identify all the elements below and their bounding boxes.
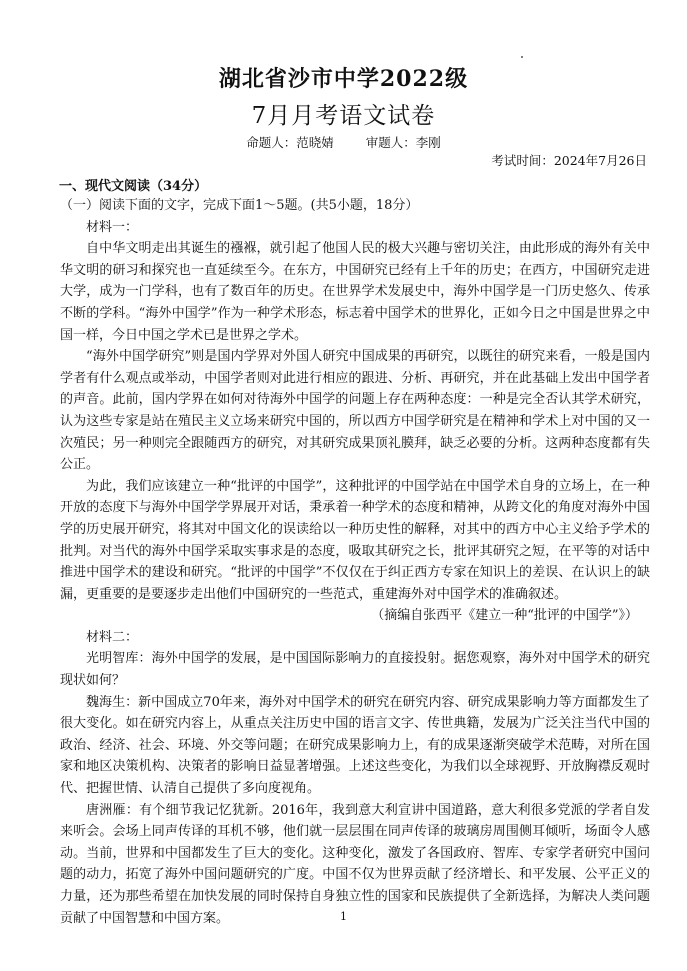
material1-paragraph: 自中华文明走出其诞生的襁褓，就引起了他国人民的极大兴趣与密切关注，由此形成的海外有关中华文明的研习和探究也一直延续至今。在东方，中国研究已经有上千年的历史；在西方，中国研究走进大学，成为一门学科，也有了数百年的历史。在世界学术发展史中，海外中国学是一门历史悠久、传承不断的学科。“海外中国学”作为一种学术形态，标志着中国学术的世界化，正如今日之中国是世界之中国一样，今日中国之学术已是世界之学术。 <box>60 241 650 343</box>
setter-name: 命题人：范晓婧 <box>246 135 334 150</box>
material2-paragraph: 唐洲雁：有个细节我记忆犹新。2016年，我到意大利宣讲中国道路，意大利很多党派的学者自发来听会。会场上同声传译的耳机不够，他们就一层层围在同声传译的玻璃房周围侧耳倾听，场面令人感动。当前，世界和中国都发生了巨大的变化。这种变化，激发了各国政府、智库、专家学者研究中国问题的动力，拓宽了海外中国问题研究的广度。中国不仅为世界贡献了经济增长、和平发展、公平正义的力量，还为那些希望在加快发展的同时保持自身独立性的国家和民族提供了全新选择，为解决人类问题贡献了中国智慧和中国方案。 <box>60 802 650 926</box>
material1-paragraph: 为此，我们应该建立一种“批评的中国学”，这种批评的中国学站在中国学术自身的立场上，在一种开放的态度下与海外中国学学界展开对话，秉承着一种学术的态度和精神，从跨文化的角度对海外中国学的历史展开研究，将其对中国文化的误读给以一种历史性的解释，对其中的西方中心主义给予学术的批判。对当代的海外中国学采取实事求是的态度，吸取其研究之长，批评其研究之短，在平等的对话中推进中国学术的建设和研究。“批评的中国学”不仅仅在于纠正西方专家在知识上的差误、在认识上的缺漏，更重要的是要逐步走出他们中国研究的一些范式，重建海外对中国学术的准确叙述。 <box>60 478 650 602</box>
material1-paragraph: “海外中国学研究”则是国内学界对外国人研究中国成果的再研究，以既往的研究来看，一般是国内学者有什么观点或举动，中国学者则对此进行相应的跟进、分析、再研究，并在此基础上发出中国学者的声音。此前，国内学界在如何对待海外中国学的问题上存在两种态度：一种是完全否认其学术研究，认为这些专家是站在殖民主义立场来研究中国的，所以西方中国学研究是在精神和学术上对中国的又一次殖民；另一种则完全跟随西方的研究，对其研究成果顶礼膜拜，缺乏必要的分析。这两种态度都有失公正。 <box>60 349 650 473</box>
material1-source: （摘编自张西平《建立一种“批评的中国学”》） <box>371 608 638 624</box>
reviewer-name: 审题人：李刚 <box>365 135 441 150</box>
exam-title: 7月月考语文试卷 <box>251 103 436 129</box>
part-intro: （一）阅读下面的文字，完成下面1～5题。(共5小题，18分） <box>60 198 419 213</box>
section-heading: 一、现代文阅读（34分） <box>59 179 208 194</box>
authors-line <box>0 133 687 151</box>
material2-paragraph: 魏海生：新中国成立70年来，海外对中国学术的研究在研究内容、研究成果影响力等方面都发生了很大变化。如在研究内容上，从重点关注历史中国的语言文字、传世典籍，发展为广泛关注当代中国的政治、经济、社会、环境、外交等问题；在研究成果影响力上，有的成果逐渐突破学术范畴，对所在国家和地区决策机构、决策者的影响日益显著增强。上述这些变化，为我们以全球视野、开放胸襟反观时代、把握世情、认清自己提供了多向度视角。 <box>60 694 650 797</box>
school-title: 湖北省沙市中学2022级 <box>218 66 469 92</box>
scan-dot <box>521 56 523 58</box>
reading-passage <box>60 195 650 929</box>
material2-label: 材料二： <box>86 629 139 645</box>
material2-paragraph: 光明智库：海外中国学的发展，是中国国际影响力的直接投射。据您观察，海外对中国学术的研究现状如何？ <box>60 651 650 689</box>
material1-label: 材料一： <box>86 219 139 235</box>
page-number: 1 <box>340 910 347 923</box>
exam-time: 考试时间：2024年7月26日 <box>491 153 647 168</box>
